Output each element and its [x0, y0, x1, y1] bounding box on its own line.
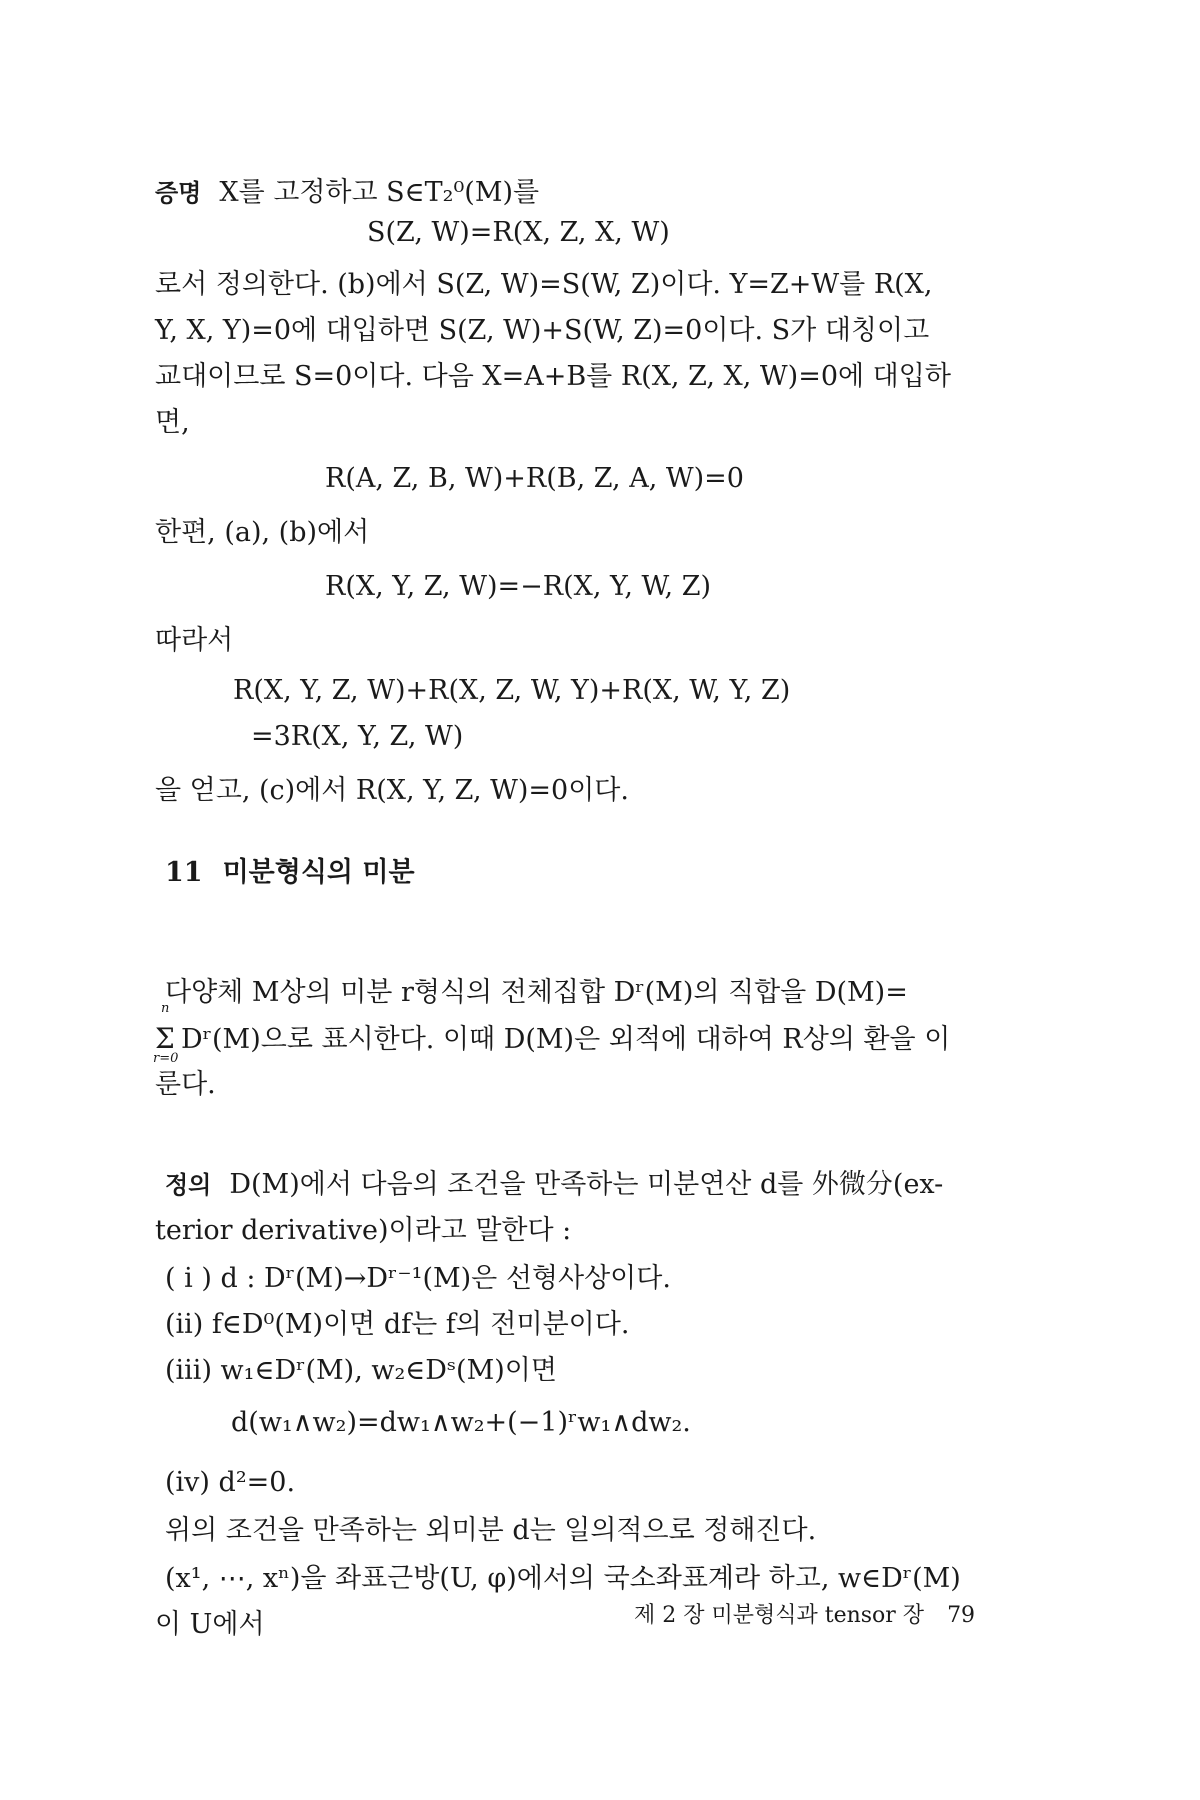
after-definition-line-1: 위의 조건을 만족하는 외미분 d는 일의적으로 정해진다. — [165, 1515, 817, 1546]
definition-label: 정의 — [165, 1171, 212, 1199]
para1-line-3: 룬다. — [155, 1069, 216, 1100]
page-number: 79 — [947, 1603, 976, 1628]
section-heading — [165, 850, 415, 896]
paragraph-5: 을 얻고, (c)에서 R(X, Y, Z, W)=0이다. — [155, 775, 629, 806]
summation-lower-limit: r=0 — [153, 1051, 179, 1066]
para1-line-2-text: Dʳ(M)으로 표시한다. 이때 D(M)은 외적에 대하여 R상의 환을 이 — [181, 1024, 951, 1055]
paragraph-3: 한편, (a), (b)에서 — [155, 517, 370, 548]
definition-line-2: terior derivative)이라고 말한다 : — [155, 1215, 572, 1246]
paragraph-2-line-1: 로서 정의한다. (b)에서 S(Z, W)=S(W, Z)이다. Y=Z+W를 R(X, — [155, 269, 933, 300]
definition-item-3-formula: d(w₁∧w₂)=dw₁∧w₂+(−1)ʳw₁∧dw₂. — [231, 1407, 691, 1438]
paragraph-2-line-2: Y, X, Y)=0에 대입하면 S(Z, W)+S(W, Z)=0이다. S가 대칭이고 — [155, 315, 930, 346]
definition-item-1: ( i ) d : Dʳ(M)→Dʳ⁻¹(M)은 선형사상이다. — [165, 1263, 671, 1294]
paragraph-4: 따라서 — [155, 625, 234, 656]
equation-1: S(Z, W)=R(X, Z, X, W) — [367, 217, 670, 248]
section-title: 미분형식의 미분 — [222, 857, 415, 888]
summation-upper-limit: n — [161, 1001, 170, 1016]
paragraph-2-line-4: 면, — [155, 407, 190, 438]
definition-line-1 — [165, 1162, 943, 1208]
page-footer — [634, 1598, 975, 1629]
equation-2: R(A, Z, B, W)+R(B, Z, A, W)=0 — [325, 463, 744, 494]
definition-line-1-text: D(M)에서 다음의 조건을 만족하는 미분연산 d를 外微分(ex- — [229, 1169, 944, 1200]
after-definition-line-2: (x¹, ⋯, xⁿ)을 좌표근방(U, φ)에서의 국소좌표계라 하고, w∈Dʳ(M) — [165, 1563, 961, 1594]
para1-line-1: 다양체 M상의 미분 r형식의 전체집합 Dʳ(M)의 직합을 D(M)= — [165, 977, 908, 1008]
para1-line-2 — [153, 1001, 951, 1066]
definition-item-3: (iii) w₁∈Dʳ(M), w₂∈Dˢ(M)이면 — [165, 1355, 557, 1386]
proof-line-1-text: X를 고정하고 S∈T₂⁰(M)를 — [219, 177, 540, 208]
definition-item-2: (ii) f∈D⁰(M)이면 df는 f의 전미분이다. — [165, 1309, 630, 1340]
equation-4b: =3R(X, Y, Z, W) — [251, 721, 464, 752]
section-number: 11 — [165, 857, 203, 888]
summation-symbol — [153, 1001, 181, 1066]
proof-label: 증명 — [155, 179, 202, 207]
chapter-title: 제 2 장 미분형식과 tensor 장 — [634, 1603, 925, 1628]
after-definition-line-3: 이 U에서 — [155, 1609, 265, 1640]
definition-item-4: (iv) d²=0. — [165, 1467, 296, 1498]
paragraph-2-line-3: 교대이므로 S=0이다. 다음 X=A+B를 R(X, Z, X, W)=0에 대입하 — [155, 361, 951, 392]
equation-3: R(X, Y, Z, W)=−R(X, Y, W, Z) — [325, 571, 711, 602]
equation-4a: R(X, Y, Z, W)+R(X, Z, W, Y)+R(X, W, Y, Z) — [233, 675, 791, 706]
summation-sigma: Σ — [155, 1022, 175, 1055]
